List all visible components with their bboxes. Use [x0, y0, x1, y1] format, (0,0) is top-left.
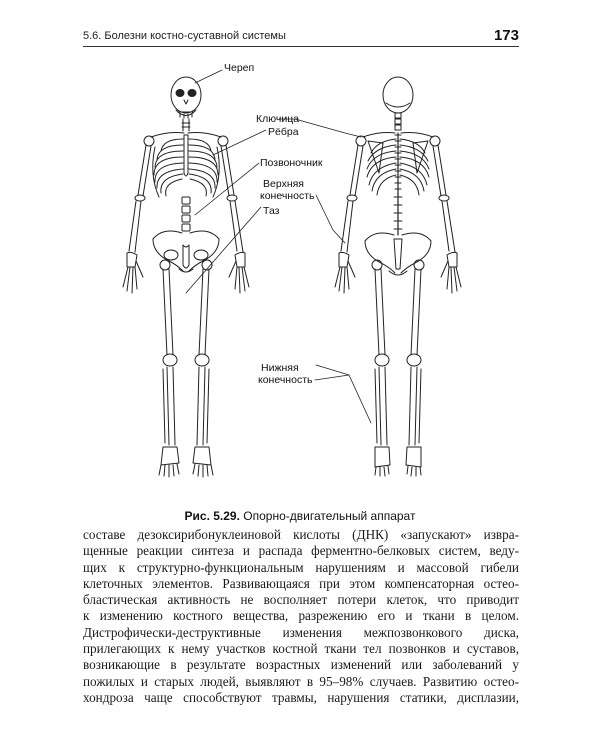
body-line: прилегающих к нему участков костной ткани тел позвонков и суставов,: [83, 641, 519, 657]
label-clavicle: Ключица: [256, 113, 300, 125]
label-lower-limb-line1: Нижняя: [261, 362, 299, 374]
page-number: 173: [493, 27, 519, 44]
running-header: [83, 28, 519, 47]
skeleton-illustration: [83, 55, 519, 500]
body-line: пожилых и старых людей, выявляют в 95–98% случаев. Развитию остео-: [83, 673, 519, 689]
figure-caption: [0, 509, 600, 523]
label-ribs: Рёбра: [268, 126, 299, 138]
body-line: клеточных элементов. Развивающаяся при этом компенсаторная остео-: [83, 575, 519, 591]
figure-number: Рис. 5.29.: [184, 509, 240, 523]
skeleton-figure: [83, 55, 519, 500]
body-line: щенные реакции синтеза и распада ферментно-белковых систем, веду-: [83, 543, 519, 559]
body-line: бластическая активность не восполняет потери клеток, что приводит: [83, 592, 519, 608]
body-line: возникающие в результате возрастных изменений или заболеваний у: [83, 657, 519, 673]
label-upper-limb-line2: конечность: [260, 190, 315, 202]
body-paragraph: [83, 527, 519, 706]
label-lower-limb-line2: конечность: [258, 374, 313, 386]
body-line: к изменению костного вещества, разрежению его и ткани в целом.: [83, 608, 519, 624]
body-line: Дистрофически-деструктивные изменения межпозвонкового диска,: [83, 624, 519, 640]
section-title: 5.6. Болезни костно-суставной системы: [83, 30, 286, 42]
body-line: хондроза чаще способствуют травмы, нарушения статики, дисплазии,: [83, 689, 519, 705]
body-line: составе дезоксирибонуклеиновой кислоты (ДНК) «запускают» извра-: [83, 527, 519, 542]
back-skeleton: [335, 77, 461, 476]
label-upper-limb-line1: Верхняя: [263, 178, 304, 190]
figure-caption-text: Опорно-двигательный аппарат: [243, 509, 416, 523]
label-pelvis: Таз: [263, 205, 280, 217]
label-spine: Позвоночник: [260, 157, 323, 169]
body-line: щих к структурно-функциональным нарушениям и массовой гибели: [83, 559, 519, 575]
front-skeleton: [123, 77, 249, 477]
label-skull: Череп: [224, 62, 255, 74]
